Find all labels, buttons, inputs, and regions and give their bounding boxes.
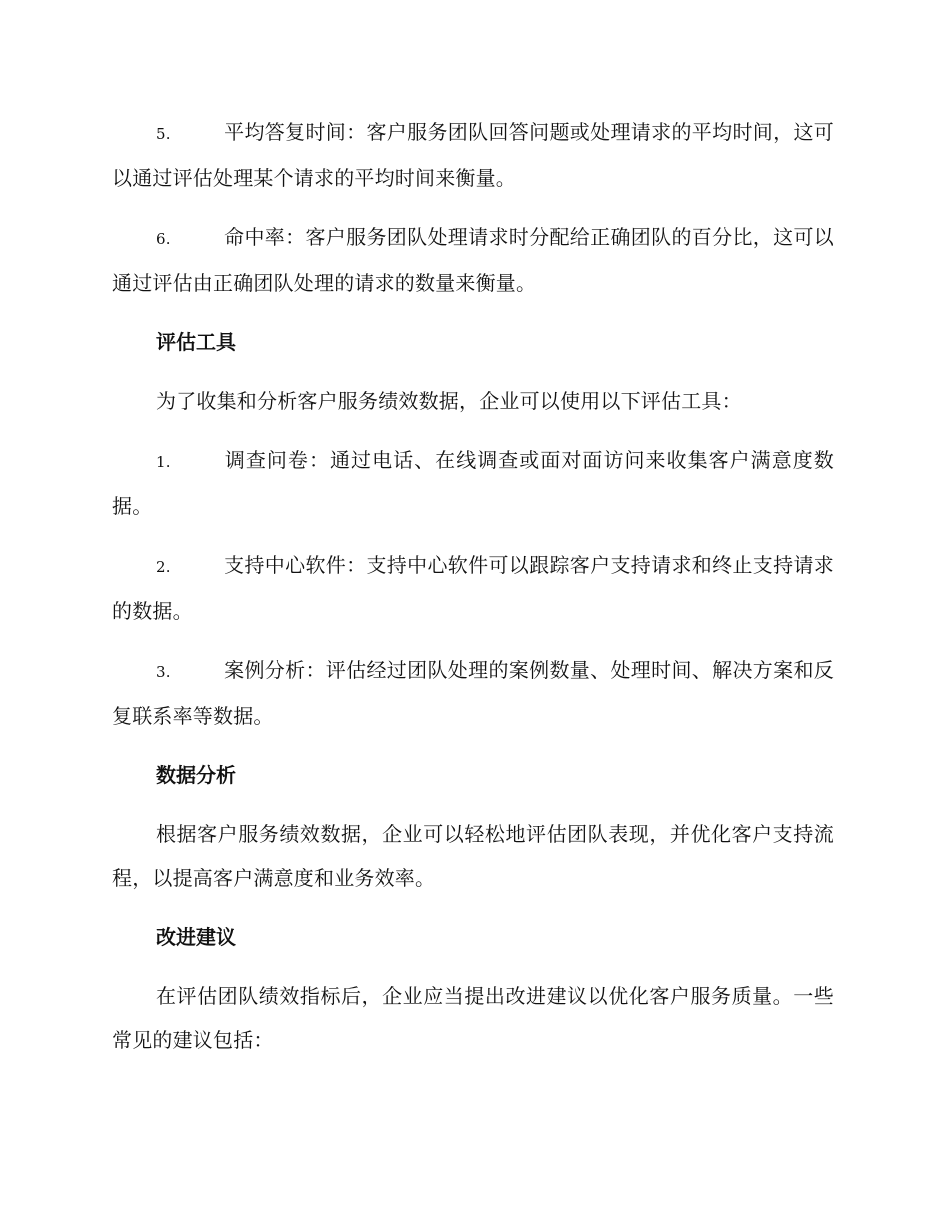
analysis-paragraph: 根据客户服务绩效数据，企业可以轻松地评估团队表现，并优化客户支持流程，以提高客户满意度和业务效率。 bbox=[112, 822, 834, 890]
tools-intro-paragraph: 为了收集和分析客户服务绩效数据，企业可以使用以下评估工具： bbox=[156, 389, 742, 413]
list-item-text: 命中率：客户服务团队处理请求时分配给正确团队的百分比，这可以通过评估由正确团队处理的请求的数量来衡量。 bbox=[112, 225, 834, 295]
section-heading-tools: 评估工具 bbox=[156, 330, 236, 354]
list-number: 5. bbox=[156, 125, 171, 143]
improve-paragraph: 在评估团队绩效指标后，企业应当提出改进建议以优化客户服务质量。一些常见的建议包括： bbox=[112, 984, 834, 1052]
list-item-avg-response-time bbox=[112, 110, 834, 200]
section-heading-improve: 改进建议 bbox=[156, 925, 236, 949]
list-item-survey bbox=[112, 438, 834, 528]
list-number: 1. bbox=[156, 453, 171, 471]
section-heading-analysis: 数据分析 bbox=[156, 763, 236, 787]
list-item-text: 调查问卷：通过电话、在线调查或面对面访问来收集客户满意度数据。 bbox=[112, 448, 834, 518]
list-number: 6. bbox=[156, 230, 171, 248]
list-item-support-software bbox=[112, 543, 834, 633]
list-item-case-analysis bbox=[112, 648, 834, 738]
list-item-hit-rate bbox=[112, 215, 834, 305]
list-item-text: 案例分析：评估经过团队处理的案例数量、处理时间、解决方案和反复联系率等数据。 bbox=[112, 658, 834, 728]
document-page bbox=[112, 110, 834, 1077]
list-item-text: 支持中心软件：支持中心软件可以跟踪客户支持请求和终止支持请求的数据。 bbox=[112, 553, 834, 623]
list-number: 3. bbox=[156, 663, 171, 681]
list-number: 2. bbox=[156, 558, 171, 576]
list-item-text: 平均答复时间：客户服务团队回答问题或处理请求的平均时间，这可以通过评估处理某个请求的平均时间来衡量。 bbox=[112, 120, 834, 190]
